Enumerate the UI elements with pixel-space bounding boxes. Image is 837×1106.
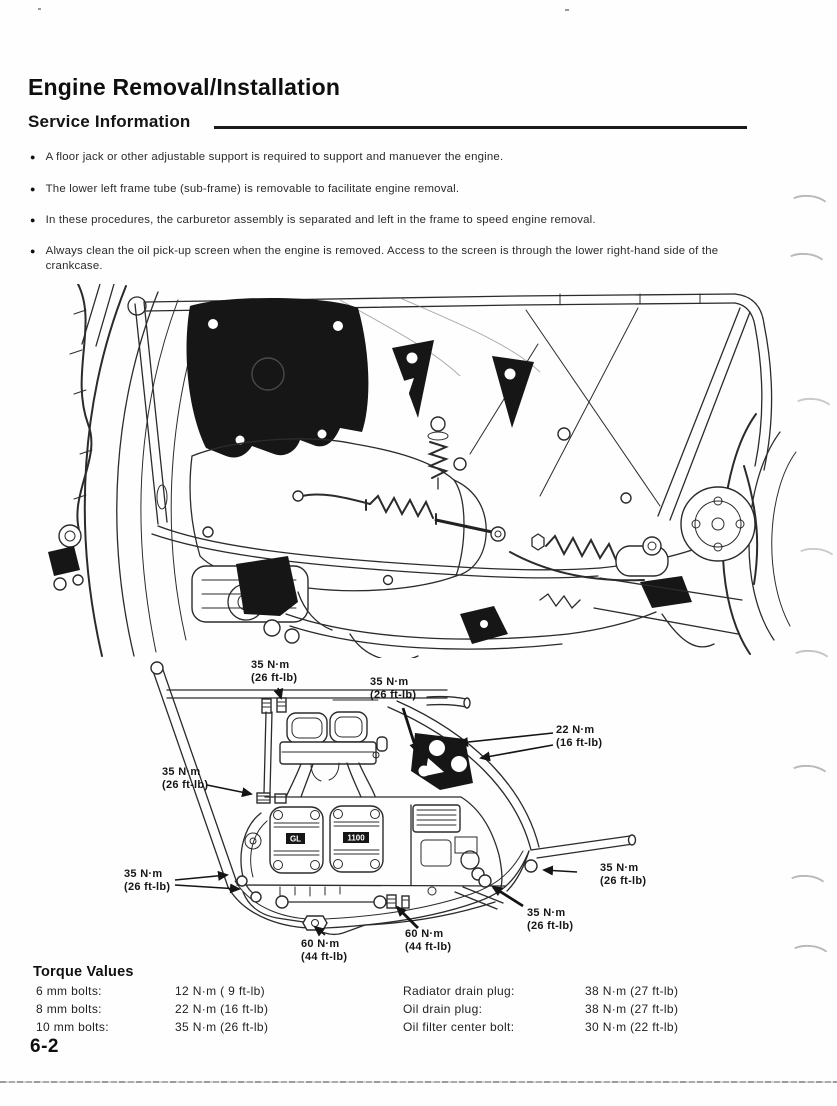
torque-callout-value: 35 N·m [162,766,201,778]
binder-ring-mark [784,251,828,277]
bullet-icon: ● [30,152,36,162]
torque-points-illustration [125,655,685,967]
torque-callout-ftlb: (26 ft-lb) [527,919,574,932]
bullet-icon: ● [30,246,36,256]
page-edge-scan-line [0,1081,837,1083]
torque-callout-lower-right [527,907,573,932]
torque-callout-ftlb: (26 ft-lb) [251,671,298,684]
torque-callout-value: 35 N·m [124,868,163,880]
engine-badge-1100: 1100 [347,833,365,843]
torque-label: 8 mm bolts: [36,1002,102,1016]
torque-callout-bracket [556,724,602,749]
torque-callout-far-left [124,868,170,893]
torque-callout-value: 35 N·m [527,907,566,919]
torque-callout-bottom-left [301,938,347,963]
binder-ring-mark [789,648,833,674]
bullet-item [30,182,754,197]
torque-callout-upper-mid [370,676,416,701]
torque-callout-value: 35 N·m [370,676,409,688]
bullet-text: A floor jack or other adjustable support is required to support and manuever the engine. [45,151,504,163]
torque-callout-value: 60 N·m [301,938,340,950]
page-number: 6-2 [30,1036,59,1057]
binder-ring-mark [794,546,837,572]
torque-label: 6 mm bolts: [36,984,102,998]
torque-callout-value: 35 N·m [251,659,290,671]
section-heading: Service Information [28,112,191,131]
binder-ring-mark [787,193,831,219]
bullet-icon: ● [30,215,36,225]
section-rule [214,126,747,129]
torque-value: 38 N·m (27 ft-lb) [585,984,679,998]
torque-callout-ftlb: (16 ft-lb) [556,736,603,749]
torque-label: Radiator drain plug: [403,984,515,998]
torque-label: Oil filter center bolt: [403,1020,515,1034]
torque-callout-right [600,862,646,887]
bullet-text: Always clean the oil pick-up screen when the engine is removed. Access to the screen is through the lower right-hand side of the crankcase. [45,245,719,272]
torque-label: Oil drain plug: [403,1002,483,1016]
torque-table-row [0,1020,837,1038]
page-title: Engine Removal/Installation [28,74,341,100]
torque-callout-ftlb: (26 ft-lb) [370,688,417,701]
torque-value: 22 N·m (16 ft-lb) [175,1002,269,1016]
engine-badge-gl: GL [289,834,302,844]
torque-value: 35 N·m (26 ft-lb) [175,1020,269,1034]
torque-callout-ftlb: (26 ft-lb) [600,874,647,887]
bullet-item [30,150,754,165]
torque-callout-left-mid [162,766,208,791]
torque-callout-ftlb: (44 ft-lb) [301,950,348,963]
torque-table-row [0,984,837,1002]
torque-table-row [0,1002,837,1020]
torque-callout-top [251,659,297,684]
torque-callout-value: 22 N·m [556,724,595,736]
bullet-item [30,244,754,274]
torque-callout-ftlb: (44 ft-lb) [405,940,452,953]
bullet-text: The lower left frame tube (sub-frame) is removable to facilitate engine removal. [45,183,460,195]
torque-values-heading: Torque Values [33,964,134,980]
torque-callout-value: 35 N·m [600,862,639,874]
torque-callout-bottom-center [405,928,451,953]
bullet-item [30,213,754,228]
bullet-text: In these procedures, the carburetor assembly is separated and left in the frame to speed engine removal. [45,214,596,226]
scan-speck [38,8,41,10]
torque-value: 30 N·m (22 ft-lb) [585,1020,679,1034]
torque-callout-value: 60 N·m [405,928,444,940]
binder-ring-mark [785,873,829,899]
torque-callout-ftlb: (26 ft-lb) [124,880,171,893]
bullet-icon: ● [30,184,36,194]
engine-in-frame-illustration [40,284,800,658]
torque-label: 10 mm bolts: [36,1020,109,1034]
binder-ring-mark [788,943,832,969]
binder-ring-mark [787,763,831,789]
scan-speck [565,9,569,11]
torque-value: 38 N·m (27 ft-lb) [585,1002,679,1016]
torque-callout-ftlb: (26 ft-lb) [162,778,209,791]
torque-value: 12 N·m ( 9 ft-lb) [175,984,265,998]
